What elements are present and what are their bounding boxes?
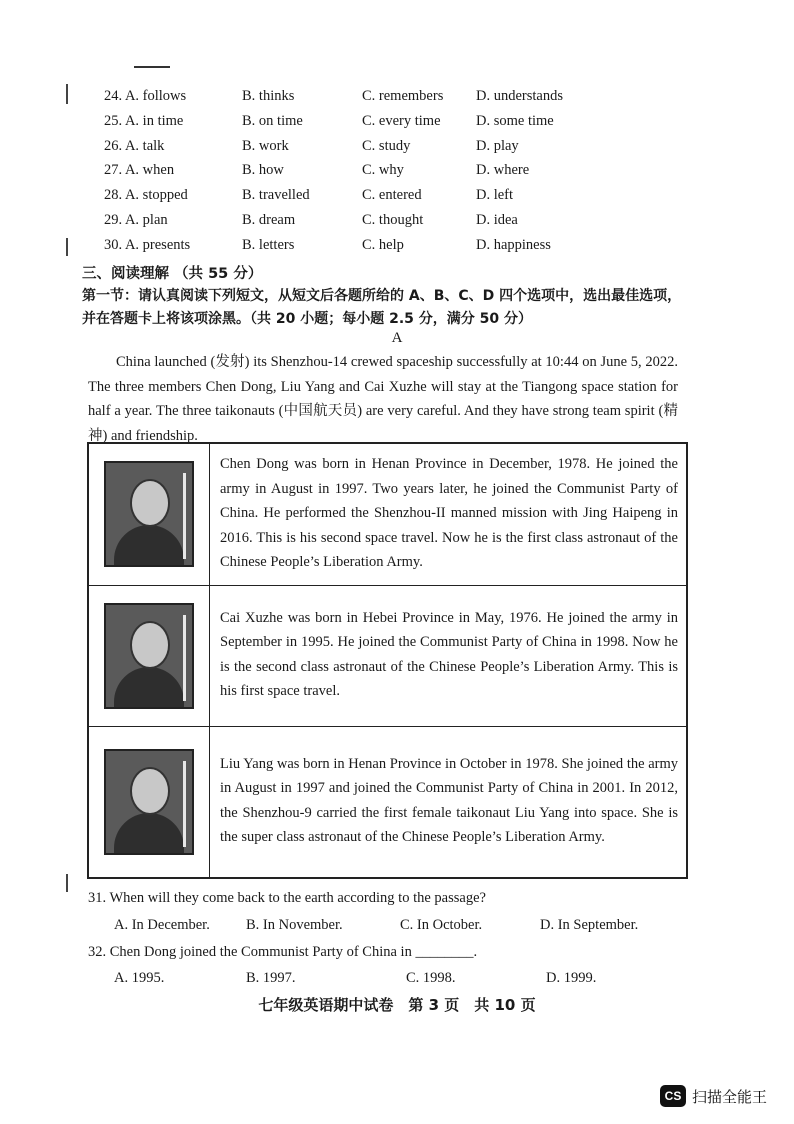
section-title: 三、阅读理解 （共 55 分） xyxy=(82,266,263,282)
margin-tick-mark xyxy=(66,874,68,892)
astronaut-portrait-cai-xuzhe xyxy=(104,603,194,709)
passage-intro: China launched (发射) its Shenzhou-14 crewed spaceship successfully at 10:44 on June 5, 2022. The three members Chen Dong, Liu Yang and Cai Xuzhe will stay at the Tiangong space station for half a year. The three taikonauts (中国航天员) are very careful. And they have strong team spirit (精神) and friendship. xyxy=(88,354,678,444)
option-d: D. play xyxy=(476,137,519,154)
photo-cell xyxy=(88,726,210,878)
option-d: D. some time xyxy=(476,112,554,129)
option-c: C. every time xyxy=(362,112,441,129)
astronaut-bio-table xyxy=(87,442,688,879)
question-stem: 31. When will they come back to the earth according to the passage? xyxy=(88,890,486,906)
astronaut-portrait-chen-dong xyxy=(104,461,194,567)
option-b: B. how xyxy=(242,162,284,179)
answer-choice: B. 1997. xyxy=(246,970,296,986)
passage-label: A xyxy=(391,330,403,346)
option-d: D. left xyxy=(476,187,514,204)
top-dash-mark xyxy=(134,66,170,68)
option-c: C. help xyxy=(362,236,404,253)
option-c: C. study xyxy=(362,137,411,154)
brand-name: 扫描全能王 xyxy=(692,1087,768,1106)
option-a: 27. A. when xyxy=(104,162,175,179)
margin-tick-mark xyxy=(66,238,68,256)
option-a: 25. A. in time xyxy=(104,112,184,129)
option-d: D. where xyxy=(476,162,530,179)
option-d: D. idea xyxy=(476,211,518,228)
option-b: B. on time xyxy=(242,112,303,129)
bio-text: Chen Dong was born in Henan Province in December, 1978. He joined the army in August in 1997. Two years later, he joined the Communist Party of China. He performed the Shenzhou-II manned mission with Jing Haipeng in 2016. This is his second space travel. Now he is the first class astronaut of the Chinese People’s Liberation Army. xyxy=(210,443,688,585)
photo-cell xyxy=(88,443,210,585)
bio-row xyxy=(88,726,687,878)
margin-tick-mark xyxy=(66,84,68,104)
answer-choice: C. 1998. xyxy=(406,970,456,986)
bio-row xyxy=(88,443,687,585)
answer-choice: A. In December. xyxy=(114,917,210,933)
answer-choice: A. 1995. xyxy=(114,970,165,986)
option-a: 29. A. plan xyxy=(104,211,168,228)
option-b: B. thinks xyxy=(242,88,295,104)
option-a: 28. A. stopped xyxy=(104,187,188,204)
answer-choice: C. In October. xyxy=(400,917,483,933)
answer-choice: B. In November. xyxy=(246,917,343,933)
section-instruction: 第一节：请认真阅读下列短文，从短文后各题所给的 A、B、C、D 四个选项中，选出最佳选项，并在答题卡上将该项涂黑。（共 20 小题；每小题 2.5 分，满分 50 分） xyxy=(82,288,682,327)
option-a: 24. A. follows xyxy=(104,88,187,104)
bio-row xyxy=(88,585,687,726)
photo-cell xyxy=(88,585,210,726)
option-c: C. why xyxy=(362,162,404,179)
option-c: C. entered xyxy=(362,187,422,204)
bio-text: Liu Yang was born in Henan Province in October in 1978. She joined the army in August in 1997 and joined the Communist Party of China in 2001. In 2012, the Shenzhou-9 carried the first female taikonaut Liu Yang into space. She is the super class astronaut of the Chinese People’s Liberation Army. xyxy=(210,726,688,878)
option-d: D. happiness xyxy=(476,236,551,253)
option-d: D. understands xyxy=(476,88,563,104)
camscanner-logo-icon: CS xyxy=(660,1085,686,1107)
question-stem: 32. Chen Dong joined the Communist Party of China in ________. xyxy=(88,944,478,960)
option-a: 30. A. presents xyxy=(104,236,191,253)
scanner-watermark xyxy=(660,1085,767,1107)
option-a: 26. A. talk xyxy=(104,137,165,154)
option-b: B. letters xyxy=(242,236,295,253)
option-b: B. work xyxy=(242,137,289,154)
option-b: B. dream xyxy=(242,211,296,228)
answer-choice: D. 1999. xyxy=(546,970,597,986)
answer-choice: D. In September. xyxy=(540,917,639,933)
option-c: C. thought xyxy=(362,211,424,228)
page-footer: 七年级英语期中试卷 第 3 页 共 10 页 xyxy=(258,996,536,1014)
bio-text: Cai Xuzhe was born in Hebei Province in May, 1976. He joined the army in September in 1995. He joined the Communist Party of China in 1998. Now he is the second class astronaut of the Chinese People’s Liberation Army. This is his first space travel. xyxy=(210,585,688,726)
option-b: B. travelled xyxy=(242,187,310,204)
astronaut-portrait-liu-yang xyxy=(104,749,194,855)
option-c: C. remembers xyxy=(362,88,444,104)
